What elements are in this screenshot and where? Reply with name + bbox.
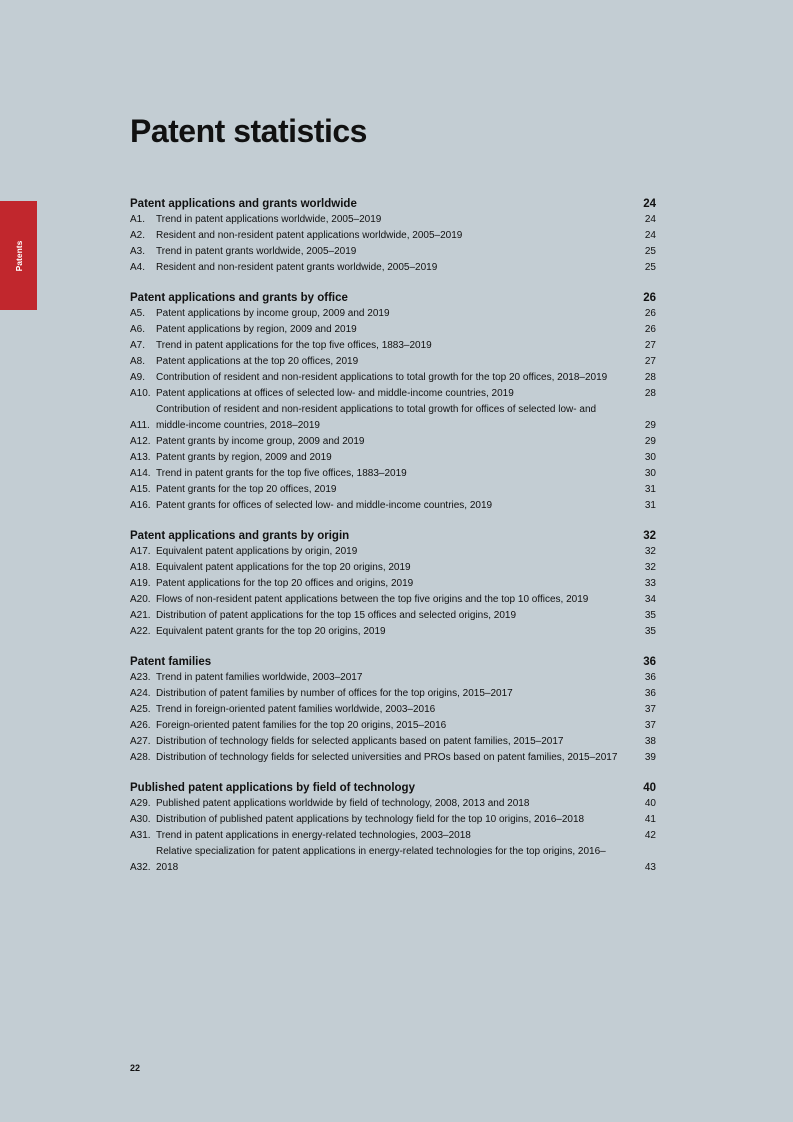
entry-title: Patent grants for offices of selected low- and middle-income countries, 2019 xyxy=(156,500,493,511)
toc-entry[interactable] xyxy=(130,434,656,450)
toc-entry[interactable] xyxy=(130,498,656,514)
toc-entry[interactable] xyxy=(130,466,656,482)
entry-page-number: 40 xyxy=(644,798,656,809)
entry-title: Patent applications at the top 20 offices, 2019 xyxy=(156,356,359,367)
entry-title: Equivalent patent applications for the top 20 origins, 2019 xyxy=(156,562,411,573)
toc-entry[interactable] xyxy=(130,812,656,828)
section-page-number: 40 xyxy=(643,782,656,794)
entry-title: Trend in patent families worldwide, 2003–2017 xyxy=(156,672,363,683)
entry-code: A3. xyxy=(130,246,146,257)
side-tab-label: Patents xyxy=(13,240,24,271)
toc-entry[interactable] xyxy=(130,260,656,276)
entry-page-number: 30 xyxy=(644,452,656,463)
toc-entry[interactable] xyxy=(130,354,656,370)
entry-code: A7. xyxy=(130,340,146,351)
entry-code: A26. xyxy=(130,720,151,731)
entry-code: A12. xyxy=(130,436,151,447)
entry-page-number: 24 xyxy=(644,230,656,241)
entry-code: A10. xyxy=(130,388,151,399)
entry-title: Distribution of technology fields for selected applicants based on patent families, 2015–2017 xyxy=(156,736,564,747)
entry-title: Patent applications at offices of selected low- and middle-income countries, 2019 xyxy=(156,388,514,399)
entry-title: Patent grants for the top 20 offices, 2019 xyxy=(156,484,337,495)
toc-section xyxy=(130,654,656,766)
toc-entry[interactable] xyxy=(130,322,656,338)
section-page-number: 24 xyxy=(643,198,656,210)
toc-entry[interactable] xyxy=(130,482,656,498)
entry-title: Trend in patent applications for the top five offices, 1883–2019 xyxy=(156,340,432,351)
entry-title: Published patent applications worldwide by field of technology, 2008, 2013 and 2018 xyxy=(156,798,530,809)
toc-section xyxy=(130,528,656,640)
entry-title: Contribution of resident and non-resident applications to total growth for offices of selected low- and middle-income countries, 2018–2019 xyxy=(156,404,597,431)
toc-entry[interactable] xyxy=(130,734,656,750)
toc-section xyxy=(130,780,656,876)
toc-entry[interactable] xyxy=(130,228,656,244)
entry-title: Resident and non-resident patent grants worldwide, 2005–2019 xyxy=(156,262,438,273)
section-heading: Patent families xyxy=(130,656,212,668)
section-side-tab xyxy=(0,201,37,310)
toc-entry[interactable] xyxy=(130,670,656,686)
entry-title: Patent grants by income group, 2009 and 2019 xyxy=(156,436,365,447)
entry-title: Relative specialization for patent applications in energy-related technologies for the top origins, 2016–2018 xyxy=(156,846,606,873)
entry-page-number: 37 xyxy=(644,704,656,715)
entry-code: A1. xyxy=(130,214,146,225)
entry-code: A31. xyxy=(130,830,151,841)
entry-code: A25. xyxy=(130,704,151,715)
entry-page-number: 36 xyxy=(644,688,656,699)
toc-entry[interactable] xyxy=(130,576,656,592)
entry-code: A2. xyxy=(130,230,146,241)
entry-code: A24. xyxy=(130,688,151,699)
section-heading: Patent applications and grants by office xyxy=(130,292,348,304)
entry-code: A30. xyxy=(130,814,151,825)
entry-title: Trend in patent grants worldwide, 2005–2019 xyxy=(156,246,357,257)
entry-page-number: 33 xyxy=(644,578,656,589)
toc-entry[interactable] xyxy=(130,686,656,702)
toc-entry[interactable] xyxy=(130,608,656,624)
toc-entry[interactable] xyxy=(130,592,656,608)
entry-page-number: 41 xyxy=(644,814,656,825)
entry-code: A23. xyxy=(130,672,151,683)
toc-entry[interactable] xyxy=(130,450,656,466)
toc-entry[interactable] xyxy=(130,750,656,766)
entry-page-number: 37 xyxy=(644,720,656,731)
toc-entry[interactable] xyxy=(130,624,656,640)
entry-page-number: 31 xyxy=(644,500,656,511)
entry-code: A17. xyxy=(130,546,151,557)
entry-title: Distribution of technology fields for selected universities and PROs based on patent families, 2015–2017 xyxy=(156,752,618,763)
entry-page-number: 28 xyxy=(644,388,656,399)
entry-page-number: 25 xyxy=(644,262,656,273)
entry-title: Contribution of resident and non-resident applications to total growth for the top 20 offices, 2018–2019 xyxy=(156,372,608,383)
entry-code: A20. xyxy=(130,594,151,605)
toc-section xyxy=(130,196,656,276)
toc-section xyxy=(130,290,656,514)
entry-code: A11. xyxy=(130,420,150,431)
section-heading-row[interactable] xyxy=(130,196,656,212)
entry-title: Equivalent patent grants for the top 20 origins, 2019 xyxy=(156,626,386,637)
toc-entry[interactable] xyxy=(130,544,656,560)
entry-code: A8. xyxy=(130,356,146,367)
entry-code: A14. xyxy=(130,468,151,479)
entry-title: Distribution of patent families by number of offices for the top origins, 2015–2017 xyxy=(156,688,513,699)
entry-page-number: 27 xyxy=(644,340,656,351)
entry-page-number: 31 xyxy=(644,484,656,495)
entry-title: Foreign-oriented patent families for the top 20 origins, 2015–2016 xyxy=(156,720,447,731)
page-number: 22 xyxy=(130,1063,141,1073)
entry-title: Distribution of patent applications for the top 15 offices and selected origins, 2019 xyxy=(156,610,517,621)
section-page-number: 36 xyxy=(643,656,656,668)
entry-code: A5. xyxy=(130,308,146,319)
entry-page-number: 30 xyxy=(644,468,656,479)
entry-title: Equivalent patent applications by origin, 2019 xyxy=(156,546,358,557)
section-heading-row[interactable] xyxy=(130,780,656,796)
section-heading-row[interactable] xyxy=(130,654,656,670)
toc-entry[interactable] xyxy=(130,796,656,812)
entry-code: A4. xyxy=(130,262,146,273)
entry-title: Flows of non-resident patent applications between the top five origins and the top 10 offices, 2019 xyxy=(156,594,589,605)
entry-code: A16. xyxy=(130,500,151,511)
entry-code: A9. xyxy=(130,372,146,383)
entry-page-number: 32 xyxy=(644,546,656,557)
entry-title: Trend in patent grants for the top five offices, 1883–2019 xyxy=(156,468,407,479)
entry-code: A22. xyxy=(130,626,151,637)
toc-entry[interactable] xyxy=(130,828,656,844)
entry-page-number: 29 xyxy=(644,420,656,431)
entry-code: A29. xyxy=(130,798,151,809)
toc-entry[interactable] xyxy=(130,212,656,228)
entry-page-number: 35 xyxy=(644,626,656,637)
entry-page-number: 43 xyxy=(644,862,656,873)
table-of-contents xyxy=(130,196,656,890)
entry-title: Trend in patent applications in energy-related technologies, 2003–2018 xyxy=(156,830,471,841)
section-page-number: 26 xyxy=(643,292,656,304)
entry-page-number: 39 xyxy=(644,752,656,763)
entry-code: A21. xyxy=(130,610,151,621)
section-heading-row[interactable] xyxy=(130,290,656,306)
toc-entry[interactable] xyxy=(130,560,656,576)
toc-entry[interactable] xyxy=(130,370,656,386)
toc-entry[interactable] xyxy=(130,844,656,876)
entry-title: Trend in foreign-oriented patent families worldwide, 2003–2016 xyxy=(156,704,436,715)
entry-title: Patent applications by region, 2009 and 2019 xyxy=(156,324,357,335)
entry-title: Resident and non-resident patent applications worldwide, 2005–2019 xyxy=(156,230,463,241)
section-heading: Published patent applications by field of technology xyxy=(130,782,415,794)
entry-code: A19. xyxy=(130,578,151,589)
toc-entry[interactable] xyxy=(130,702,656,718)
entry-code: A27. xyxy=(130,736,151,747)
entry-title: Patent applications by income group, 2009 and 2019 xyxy=(156,308,390,319)
section-page-number: 32 xyxy=(643,530,656,542)
section-heading: Patent applications and grants by origin xyxy=(130,530,350,542)
section-heading-row[interactable] xyxy=(130,528,656,544)
entry-page-number: 26 xyxy=(644,308,656,319)
entry-page-number: 26 xyxy=(644,324,656,335)
entry-page-number: 36 xyxy=(644,672,656,683)
page-title: Patent statistics xyxy=(130,113,367,149)
entry-page-number: 28 xyxy=(644,372,656,383)
toc-entry[interactable] xyxy=(130,386,656,402)
entry-code: A6. xyxy=(130,324,146,335)
toc-entry[interactable] xyxy=(130,306,656,322)
entry-page-number: 25 xyxy=(644,246,656,257)
toc-entry[interactable] xyxy=(130,402,656,434)
section-heading: Patent applications and grants worldwide xyxy=(130,198,357,210)
entry-page-number: 24 xyxy=(644,214,656,225)
entry-code: A28. xyxy=(130,752,151,763)
entry-title: Distribution of published patent applications by technology field for the top 10 origins, 2016–2018 xyxy=(156,814,585,825)
entry-title: Trend in patent applications worldwide, 2005–2019 xyxy=(156,214,382,225)
entry-title: Patent grants by region, 2009 and 2019 xyxy=(156,452,332,463)
entry-page-number: 34 xyxy=(644,594,656,605)
entry-page-number: 32 xyxy=(644,562,656,573)
entry-code: A15. xyxy=(130,484,151,495)
entry-page-number: 27 xyxy=(644,356,656,367)
entry-code: A32. xyxy=(130,862,151,873)
toc-entry[interactable] xyxy=(130,338,656,354)
entry-page-number: 42 xyxy=(644,830,656,841)
toc-entry[interactable] xyxy=(130,718,656,734)
entry-page-number: 29 xyxy=(644,436,656,447)
entry-page-number: 38 xyxy=(644,736,656,747)
toc-entry[interactable] xyxy=(130,244,656,260)
entry-page-number: 35 xyxy=(644,610,656,621)
entry-code: A18. xyxy=(130,562,151,573)
entry-title: Patent applications for the top 20 offices and origins, 2019 xyxy=(156,578,414,589)
entry-code: A13. xyxy=(130,452,151,463)
